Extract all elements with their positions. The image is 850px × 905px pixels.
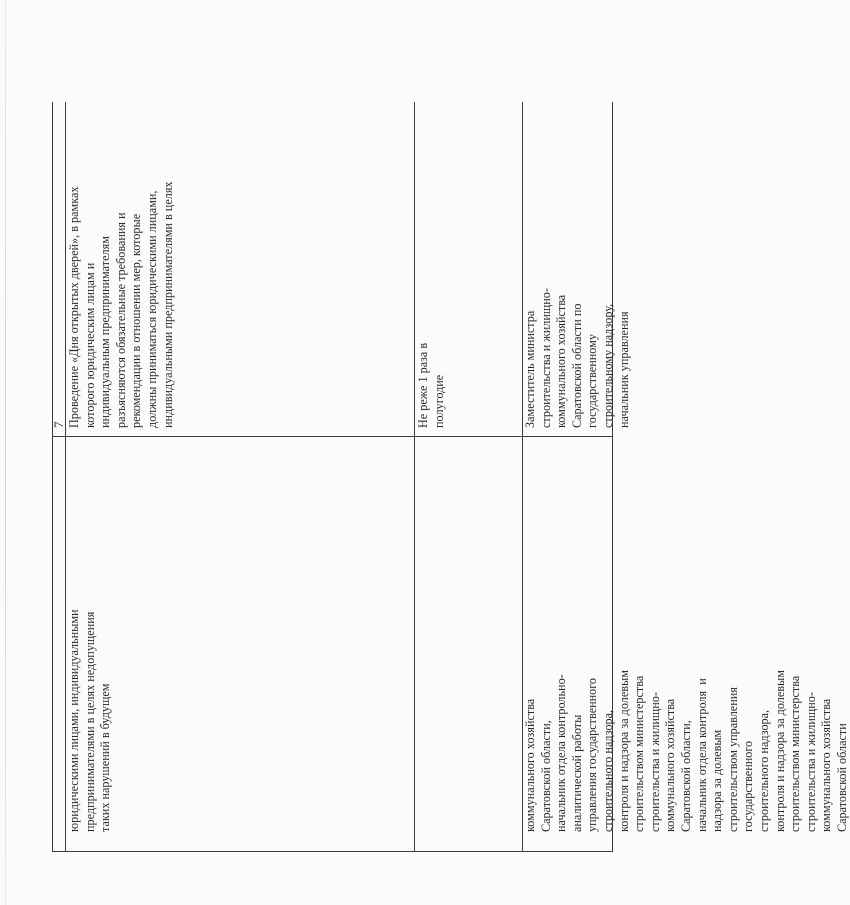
column-divider-2 — [414, 102, 415, 852]
row2-measure: Проведение «Дня открытых дверей», в рамках которого юридическим лицам и индивидуальным предпринимателям разъясняются обязательные требования и рекомендации в отношении мер, которые должны приниматься юридическими лицами, индивидуальными предпринимателями в целях — [67, 181, 175, 428]
column-divider-1 — [65, 102, 66, 852]
row-divider — [52, 436, 612, 437]
row1-responsible: коммунального хозяйства Саратовской области, начальник отдела контрольно- аналитической работы управления государственного строительного надзора, контроля и надзора за долевым строительством министерства строительства и жилищно- коммунального хозяйства Саратовской области, начальник отдела контроля и надзора за долевым строительством управления государственного строительного надзора, контроля и надзора за долевым строительством министерства строительства и жилищно- коммунального хозяйства Саратовской области — [523, 670, 849, 832]
rotated-table — [51, 102, 849, 852]
row2-responsible: Заместитель министра строительства и жилищно- коммунального хозяйства Саратовской области по государственному строительному надзору, начальник управления — [523, 288, 631, 428]
table-border-top — [52, 102, 53, 852]
table-border-left — [52, 851, 612, 852]
row2-number: 7 — [51, 421, 66, 428]
row1-measure: юридическими лицами, индивидуальными предпринимателями в целях недопущения таких нарушений в будущем — [67, 609, 113, 832]
page-edge — [5, 0, 6, 905]
row2-period: Не реже 1 раза в полугодие — [416, 342, 446, 428]
